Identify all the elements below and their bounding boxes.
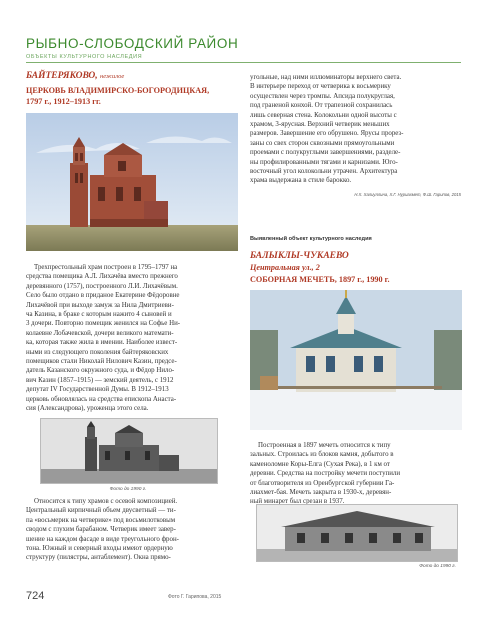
street-address: Центральная ул., 2 [250, 263, 320, 272]
text-line: па «восьмерик на четверике» под восьмилотковым [26, 516, 176, 524]
church-ruins-photo [26, 113, 238, 251]
mosque-description [250, 441, 461, 507]
text-line: Построенная в 1897 мечеть относится к типу [258, 442, 391, 449]
author-caption: Н.Х. Халиуллина, Х.Г. Нуриахмет, Ф.Ш. Гарипов, 2015 [354, 192, 461, 197]
text-line: Трехпрестольный храм построен в 1795–1797 на [34, 264, 178, 271]
village2-name: БАЛЫКЛЫ-ЧУКАЕВО [250, 251, 349, 261]
object-title: ЦЕРКОВЬ ВЛАДИМИРСКО-БОГОРОДИЦКАЯ, [26, 86, 210, 95]
text-line: вич Казин (1857–1915) — земский деятель, с 1912 [26, 376, 174, 384]
text-line: колаевне Лобачевской, дочери великого математи- [26, 329, 174, 337]
church-old-photo [40, 418, 218, 484]
header-rule [26, 62, 461, 63]
old-photo-caption: Фото до 1990 г. [109, 487, 147, 492]
text-line: средства помещика А.Л. Лихачёва вместо прежнего [26, 273, 178, 281]
text-line: Центральный кирпичный объем двусветный — ти- [26, 507, 176, 515]
church-description [250, 73, 461, 186]
mosque-photo [250, 290, 462, 430]
text-line: помещиков стали Николай Нилович Казин, предсе- [26, 358, 177, 366]
text-line: шение на каждом фасаде в виде треугольного фрон- [26, 535, 179, 543]
text-line: Село было отдано в приданое Екатерине Фёдоровне [26, 292, 180, 300]
text-line: деревни. Средства на постройку мечети поступили [250, 470, 401, 478]
region-subtitle: ОБЪЕКТЫ КУЛЬТУРНОГО НАСЛЕДИЯ [26, 54, 143, 60]
text-line: ный минарет был срезан в 1937. [250, 498, 345, 506]
text-line: 3 дочери. Повторно помещик женился на Софье Ни- [26, 320, 181, 328]
object-dates: 1797 г., 1912–1913 гг. [26, 97, 101, 106]
text-line: ча Казина, в браке с которым нажито 4 сыновей и [26, 311, 172, 319]
text-line: структуру (пилястры, антаблемент). Окна прямо- [26, 554, 171, 562]
text-line: храма выдержана в стиле барокко. [250, 177, 352, 185]
text-line: церковь обновлялась на средства епископа Анаста- [26, 395, 177, 403]
text-line: зальных. Строилась из блоков камня, добытого в [250, 451, 394, 459]
text-line: заны со свех сторон сквозными прямоугольными [250, 139, 395, 147]
text-line: В интерьере переход от четверика к восьмерику [250, 83, 391, 91]
church-architecture [26, 497, 238, 563]
text-line: храмом, 3-ярусная. Верхний четверик меньших [250, 121, 390, 129]
church-history [26, 263, 238, 414]
text-line: депутат IV Государственной Думы. В 1912–1913 [26, 386, 169, 394]
village-name: БАЙТЕРЯКОВО, [26, 71, 98, 81]
text-line: тона. Южный и северный входы имеют ордерную [26, 545, 173, 553]
region-title: РЫБНО-СЛОБОДСКИЙ РАЙОН [26, 36, 239, 51]
text-line: сводом с глухим барабаном. Четверик имеет завер- [26, 526, 176, 534]
text-line: угольные, над ними иллюминаторы верхнего света. [250, 74, 402, 81]
heritage-label: Выявленный объект культурного наследия [250, 236, 372, 242]
text-line: лишь северная стена. Колокольни одной высоты с [250, 111, 397, 119]
text-line: каменоломне Коры-Елга (Сухая Река), в 1 км от [250, 460, 390, 468]
photo-credit: Фото Г. Гарипова, 2015 [168, 594, 222, 600]
text-line: лиахмет-бая. Мечеть закрыта в 1930-х, деревян- [250, 489, 392, 497]
village-heading [26, 71, 124, 81]
text-line: восточный угол колокольни утрачен. Архитектура [250, 168, 398, 176]
text-line: ными из следующего поколения байтеряковских [26, 348, 169, 356]
page-number: 724 [26, 590, 45, 602]
text-line: Лихачёвой при выходе замуж за Нила Дмитриеви- [26, 301, 174, 309]
text-line: от благотворителя из Оренбургской губернии Га- [250, 479, 395, 487]
text-line: проемами с полукруглыми завершениями, разделе- [250, 149, 401, 157]
mosque-photo-caption: Фото до 1990 г. [419, 564, 456, 569]
text-line: Относится к типу храмов с осевой композицией. [34, 498, 178, 505]
text-line: осуществлен через тромпы. Апсида полукруглая, [250, 92, 395, 100]
text-line: ны профилированными тягами и карнизами. Юго- [250, 158, 398, 166]
mosque-old-photo [256, 504, 458, 562]
text-line: сия (Александрова), уроженца этого села. [26, 405, 149, 413]
text-line: под граненой конхой. От трапезной сохранилась [250, 102, 393, 110]
village-type: нежилое [99, 73, 125, 80]
text-line: датель Казанского окружного суда, и Фёдор Нило- [26, 367, 175, 375]
mosque-title: СОБОРНАЯ МЕЧЕТЬ, 1897 г., 1990 г. [250, 275, 390, 284]
text-line: ка, которая также жила в имении. Наиболее извест- [26, 339, 178, 347]
text-line: деревянного (1757), построенного Л.И. Лихачёвым. [26, 282, 178, 290]
text-line: размеров. Завершение его обрушено. Ярусы прорез- [250, 130, 404, 138]
